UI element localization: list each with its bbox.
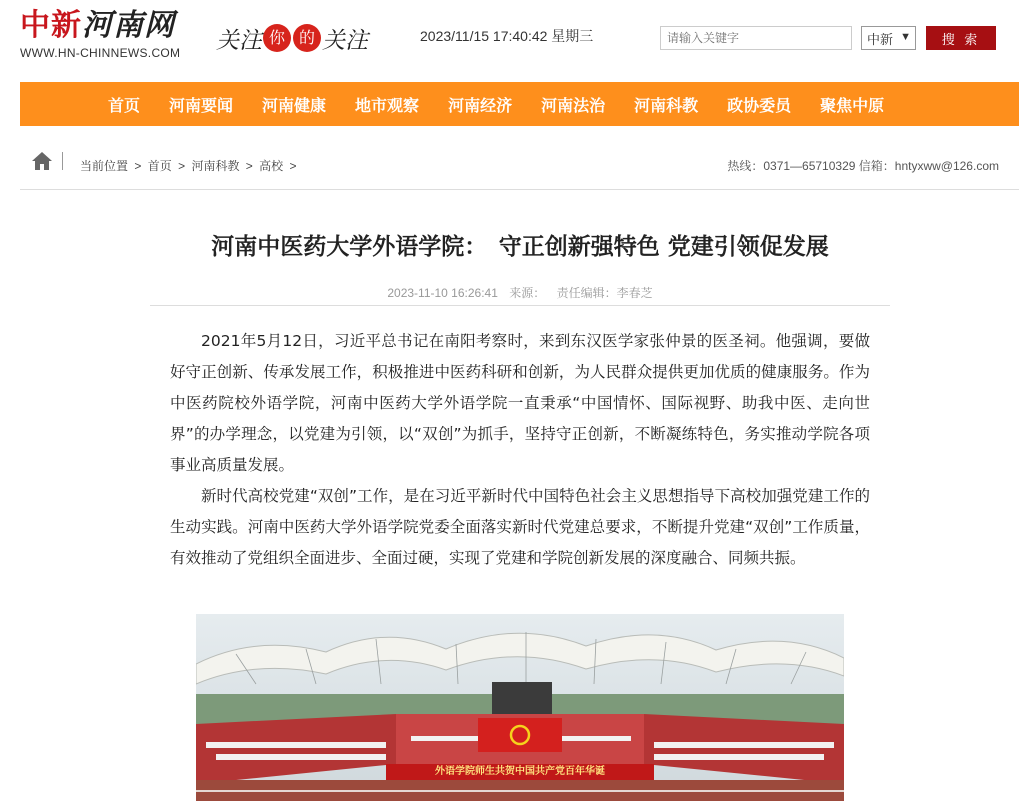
breadcrumb-label: 当前位置: [80, 159, 129, 173]
slogan: [216, 18, 368, 58]
breadcrumb-separator: >: [289, 159, 297, 173]
article-date: 2023-11-10 16:26:41: [387, 286, 498, 300]
current-datetime: 2023/11/15 17:40:42 星期三: [420, 28, 594, 44]
site-logo[interactable]: [20, 8, 190, 68]
nav-item-home[interactable]: 首页: [108, 95, 141, 115]
article-meta: [150, 284, 890, 301]
breadcrumb-item-home[interactable]: 首页: [147, 159, 172, 173]
article-photo: [196, 614, 844, 801]
search-scope-select[interactable]: [861, 26, 916, 50]
nav-item-henan-health[interactable]: 河南健康: [262, 95, 327, 115]
breadcrumb-item-science-edu[interactable]: 河南科教: [191, 159, 240, 173]
breadcrumb-bar: [20, 140, 1019, 190]
nav-item-henan-science-edu[interactable]: 河南科教: [634, 95, 699, 115]
breadcrumb-item-universities[interactable]: 高校: [259, 159, 284, 173]
breadcrumb-separator: >: [245, 159, 253, 173]
nav-item-henan-news[interactable]: 河南要闻: [169, 95, 234, 115]
photo-banner-text: 外语学院师生共贺中国共产党百年华诞: [435, 766, 605, 777]
home-icon[interactable]: [30, 150, 54, 172]
contact-hotline: 热线：0371—65710329 信箱：hntyxww@126.com: [727, 159, 999, 173]
article-paragraph-2: 新时代高校党建“双创”工作，是在习近平新时代中国特色社会主义思想指导下高校加强党建工作的生动实践。河南中医药大学外语学院党委全面落实新时代党建总要求，不断提升党建“双创”工作质量，有效推动了党组织全面进步、全面过硬，实现了党建和学院创新发展的深度融合、同频共振。: [170, 487, 870, 567]
breadcrumb-divider: [62, 152, 63, 170]
slogan-circle-2: 的: [293, 24, 321, 52]
search-button[interactable]: 搜 索: [926, 26, 996, 50]
slogan-left: 关注: [216, 27, 262, 54]
nav-item-henan-law[interactable]: 河南法治: [541, 95, 606, 115]
breadcrumb-separator: >: [134, 159, 142, 173]
article-title: 河南中医药大学外语学院： 守正创新强特色 党建引领促发展: [211, 233, 829, 260]
slogan-circle-1: 你: [263, 24, 291, 52]
article-editor: 责任编辑：李春芝: [556, 286, 653, 300]
search-input[interactable]: [660, 26, 852, 50]
logo-wordmark: [20, 8, 190, 44]
article-body: [170, 326, 870, 574]
breadcrumb-separator: >: [178, 159, 186, 173]
site-header: [0, 0, 1036, 82]
nav-item-city-watch[interactable]: 地市观察: [355, 95, 420, 115]
breadcrumb: [80, 157, 300, 174]
nav-item-focus-central-plains[interactable]: 聚焦中原: [820, 95, 885, 115]
logo-dark-text: 河南网: [82, 8, 175, 43]
article-source: 来源：: [509, 286, 546, 300]
chevron-down-icon: ▼: [900, 31, 911, 43]
nav-item-henan-economy[interactable]: 河南经济: [448, 95, 513, 115]
nav-item-cppcc-members[interactable]: 政协委员: [727, 95, 792, 115]
slogan-right: 关注: [322, 27, 368, 54]
logo-red-text: 中新: [20, 8, 82, 43]
main-nav: [20, 82, 1019, 126]
search-scope-value: 中新: [867, 31, 894, 47]
meta-divider: [150, 305, 890, 306]
article-paragraph-1: 2021年5月12日，习近平总书记在南阳考察时，来到东汉医学家张仲景的医圣祠。他强调，要做好守正创新、传承发展工作，积极推进中医药科研和创新，为人民群众提供更加优质的健康服务。作为中医药院校外语学院，河南中医药大学外语学院一直秉承“中国情怀、国际视野、助我中医、走向世界”的办学理念，以党建为引领，以“双创”为抓手，坚持守正创新，不断凝练特色，务实推动学院各项事业高质量发展。: [170, 332, 870, 474]
logo-url: WWW.HN-CHINNEWS.COM: [20, 46, 181, 60]
